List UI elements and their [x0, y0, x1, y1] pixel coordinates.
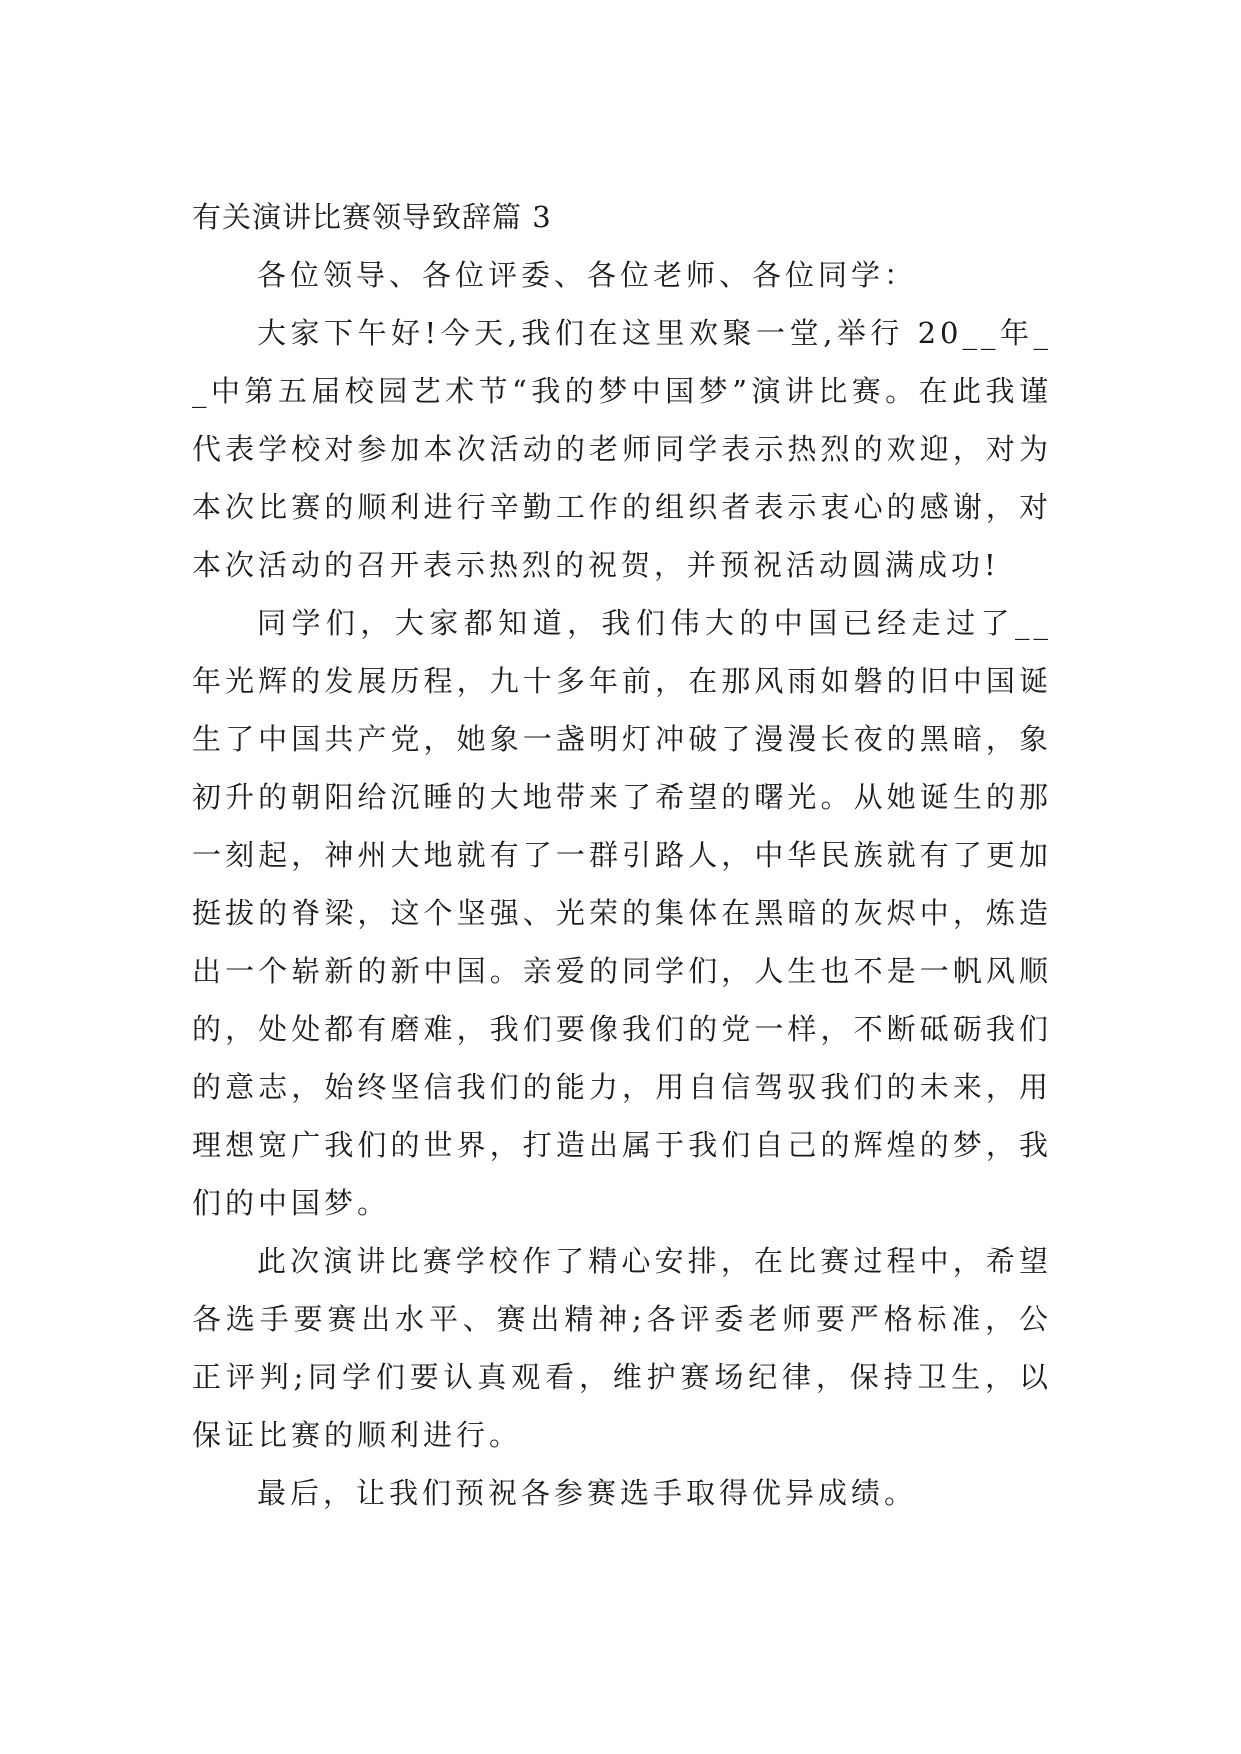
paragraph-history: 同学们，大家都知道，我们伟大的中国已经走过了__年光辉的发展历程，九十多年前，在那风雨如磐的旧中国诞生了中国共产党，她象一盏明灯冲破了漫漫长夜的黑暗，象初升的朝阳给沉睡的大地带来了希望的曙光。从她诞生的那一刻起，神州大地就有了一群引路人，中华民族就有了更加挺拔的脊梁，这个坚强、光荣的集体在黑暗的灰烬中，炼造出一个崭新的新中国。亲爱的同学们，人生也不是一帆风顺的，处处都有磨难，我们要像我们的党一样，不断砥砺我们的意志，始终坚信我们的能力，用自信驾驭我们的未来，用理想宽广我们的世界，打造出属于我们自己的辉煌的梦，我们的中国梦。	[192, 606, 1052, 1220]
document-title: 有关演讲比赛领导致辞篇 3	[192, 200, 552, 234]
paragraph-greeting: 大家下午好!今天,我们在这里欢聚一堂,举行 20__年__中第五届校园艺术节“我的梦中国梦”演讲比赛。在此我谨代表学校对参加本次活动的老师同学表示热烈的欢迎，对为本次比赛的顺利进行辛勤工作的组织者表示衷心的感谢，对本次活动的召开表示热烈的祝贺，并预祝活动圆满成功!	[192, 316, 1052, 582]
document-page	[192, 188, 1052, 1522]
paragraph-arrangements: 此次演讲比赛学校作了精心安排，在比赛过程中，希望各选手要赛出水平、赛出精神;各评委老师要严格标准，公正评判;同学们要认真观看，维护赛场纪律，保持卫生，以保证比赛的顺利进行。	[192, 1244, 1052, 1452]
paragraph-closing: 最后，让我们预祝各参赛选手取得优异成绩。	[257, 1476, 918, 1510]
paragraph-salutation: 各位领导、各位评委、各位老师、各位同学：	[257, 258, 918, 292]
